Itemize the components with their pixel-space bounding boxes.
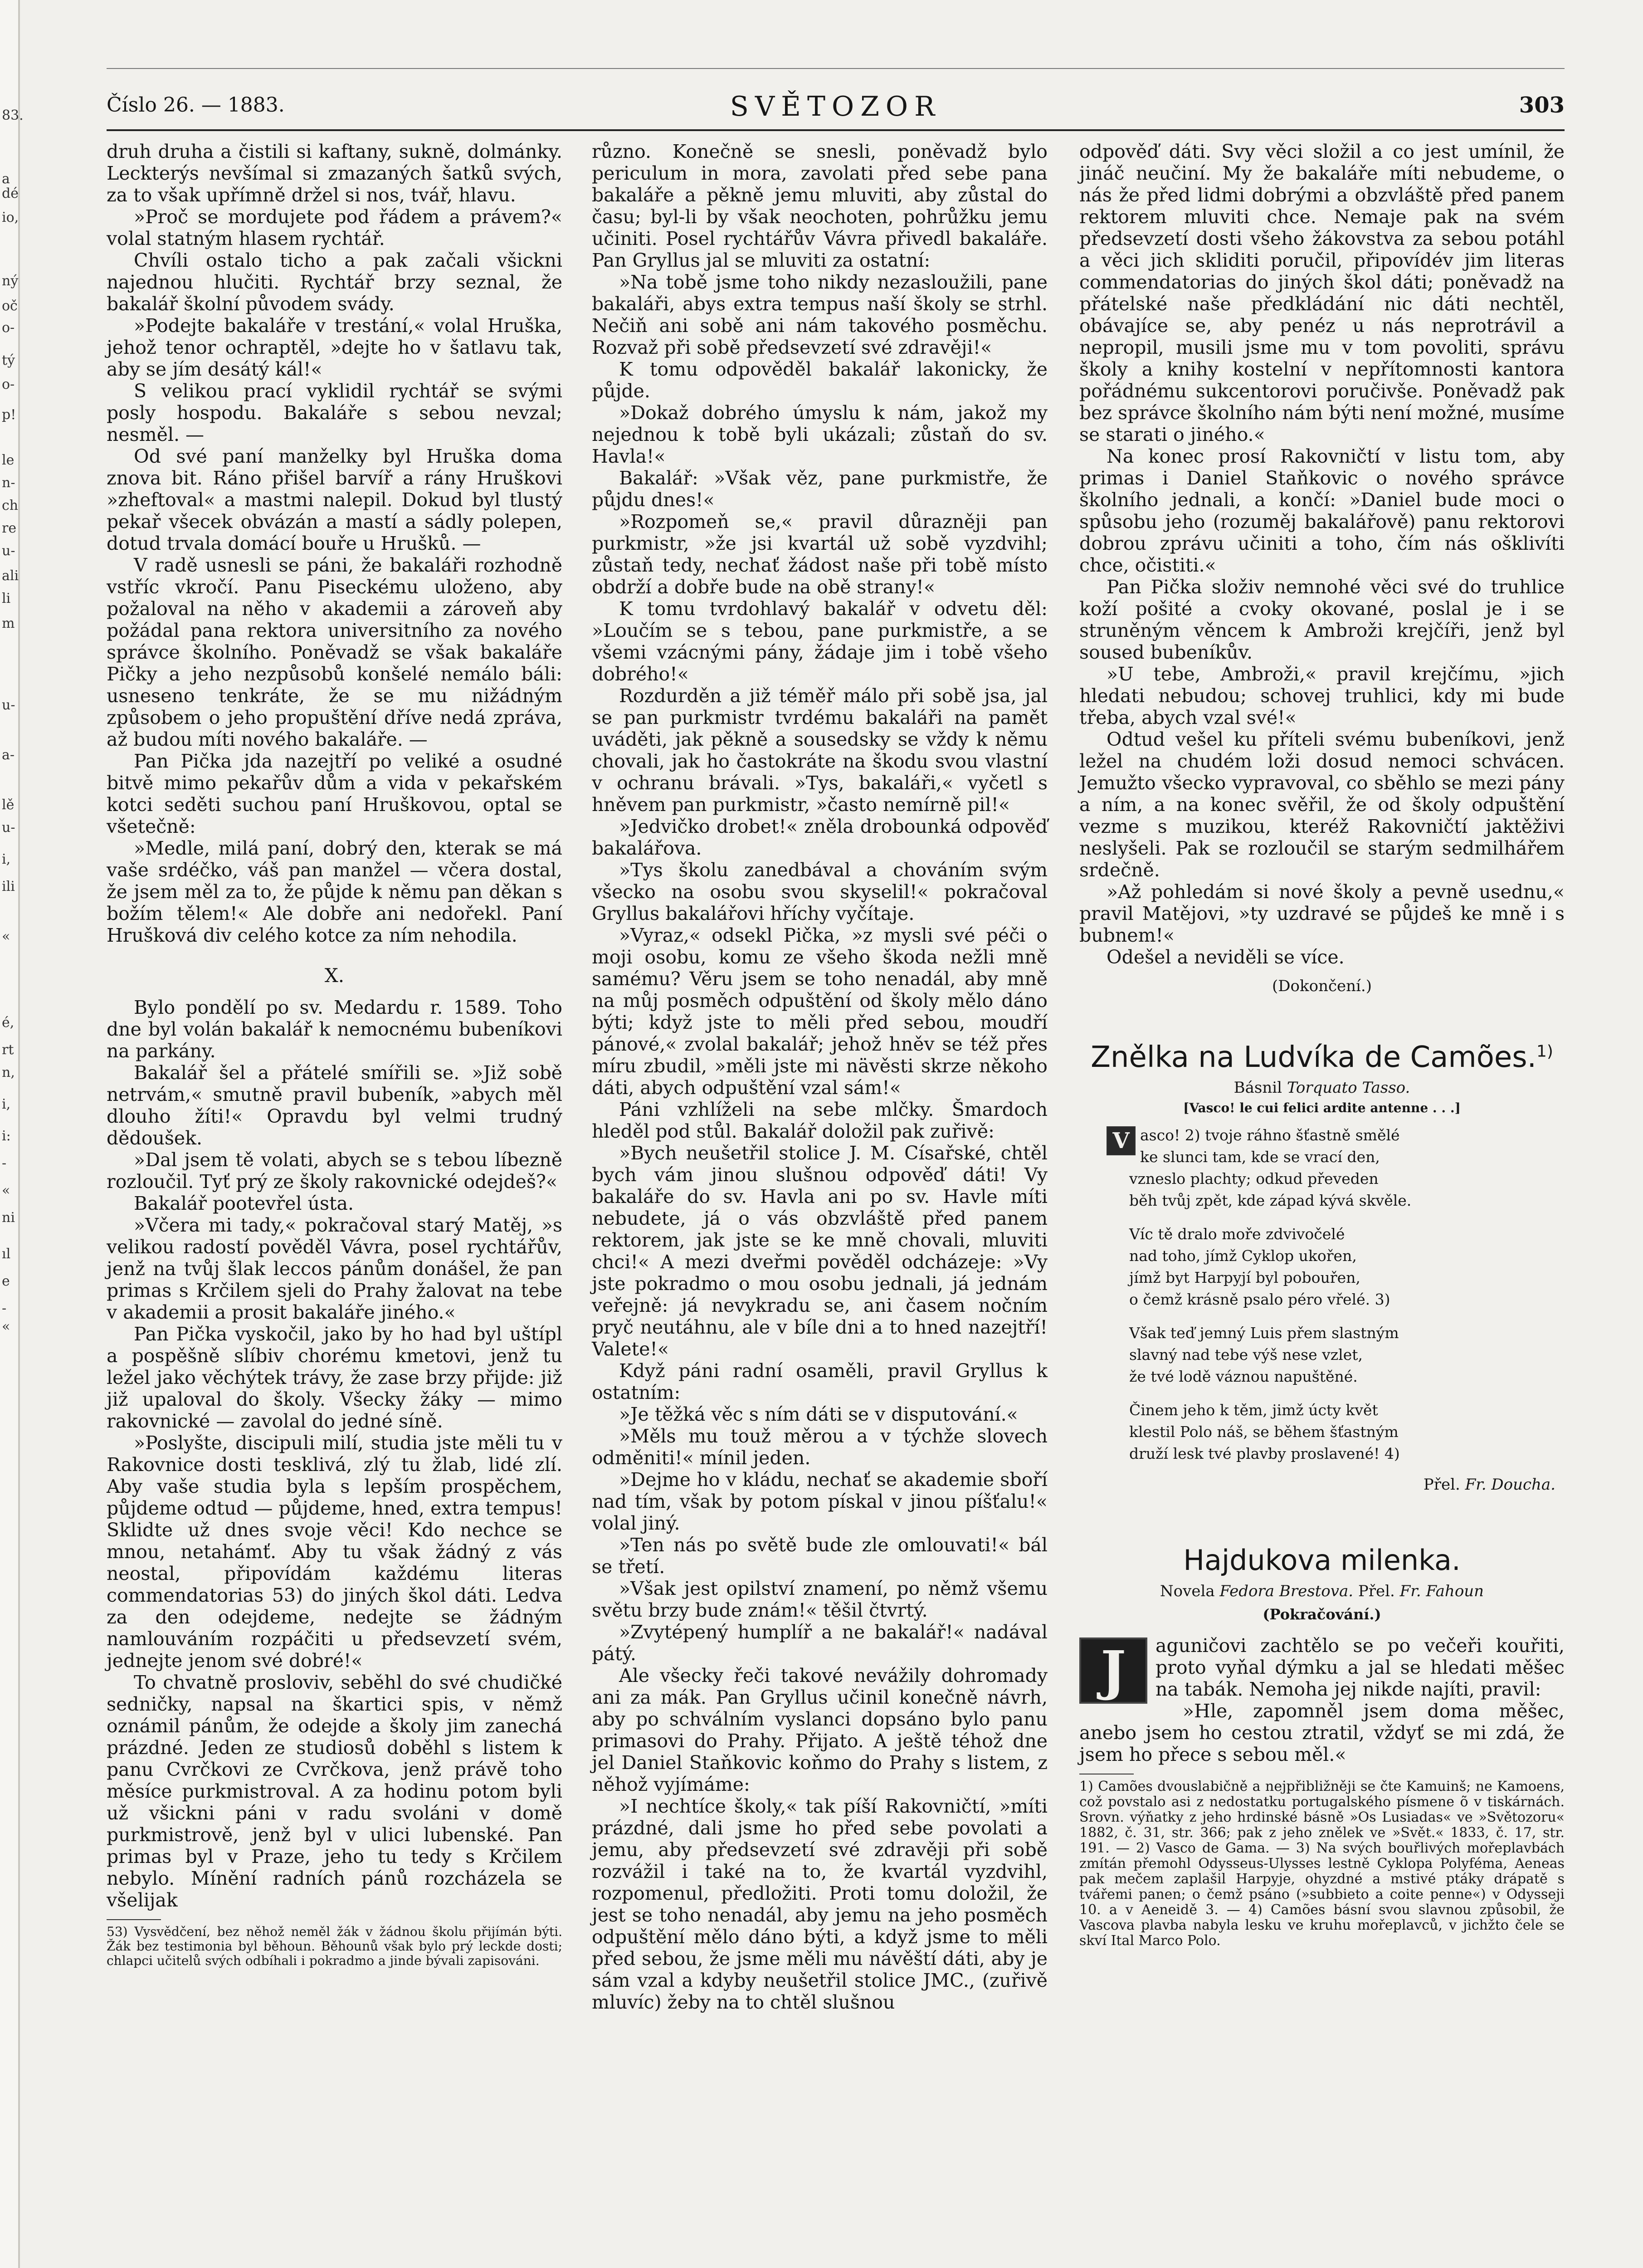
paragraph: Odešel a neviděli se více. — [1107, 946, 1345, 968]
poem-line: o čemž krásně psalo péro vřelé. 3) — [1129, 1290, 1390, 1308]
paragraph: »Až pohledám si nové školy a pevně usednu,« pravil Matějovi, »ty uzdravé se půjdeš ke mně i s bubnem!« — [1079, 881, 1565, 946]
margin-fragment: tý — [2, 352, 15, 368]
paragraph: »Však jest opilství znamení, po němž všemu světu brzy bude znám!« těšil čtvrtý. — [592, 1578, 1048, 1621]
paragraph: »Na tobě jsme toho nikdy nezasloužili, pane bakaláři, abys extra tempus naší školy se strhl. Nečiň ani sobě ani nám takového posměchu. Rozvaž při sobě předsevzetí své zdravěji!« — [592, 271, 1048, 358]
footnote-separator — [107, 1919, 161, 1920]
poem-line: druží lesk tvé plavby proslavené! 4) — [1129, 1445, 1400, 1462]
column-3-footnotes — [1079, 1779, 1565, 1949]
paragraph: »Vyraz,« odsekl Pička, »z mysli své péči o moji osobu, komu ze všeho škoda nežli mně samému? Věru jsem se toho nenadál, aby mně na můj posměch odpuštění od školy mělo dáno býti; když jste to měli před sebou, moudří pánové,« zvolal bakalář; jehož hněv se též přes míru zbudil, »měli jste mi nävěsti skrze někoho dáti, abych odpuštění vzal sám!« — [592, 924, 1048, 1099]
story-byline: Novela Fedora Brestova. Přel. Fr. Fahoun — [1160, 1582, 1484, 1600]
paragraph: Rozdurděn a již téměř málo při sobě jsa, jal se pan purkmistr tvrdému bakaláři na pamět uváděti, jak pěkně a sousedsky se vždy k němu chovali, jak ho častokráte na škodu svou vlastní v ochranu brávali. »Tys, bakaláři,« vyčetl s hněvem pan purkmistr, »často nemírně pil!« — [592, 685, 1048, 816]
margin-fragment: oč — [2, 298, 18, 314]
margin-fragment: i, — [2, 851, 11, 867]
paragraph: Bakalář pootevřel ústa. — [134, 1193, 354, 1214]
paragraph: »Rozpomeň se,« pravil důrazněji pan purkmistr, »že jsi kvartál už sobě vyzdvihl; zůstaň tedy, nechať žádost naše při tobě místo obdrží a dobře bude na obě strany!« — [592, 511, 1048, 598]
poem-body — [1112, 1124, 1565, 1465]
paragraph: K tomu tvrdohlavý bakalář v odvetu děl: »Loučím se s tebou, pane purkmistře, a se všemi vzácnými pány, žádaje jim i tobě všeho dobrého!« — [592, 598, 1048, 685]
poem-line: asco! 2) tvoje ráhno šťastně smělé — [1140, 1126, 1400, 1144]
poem-author: Torquato Tasso. — [1287, 1079, 1410, 1097]
paragraph: »I nechtíce školy,« tak píší Rakovničtí, »míti prázdné, dali jsme ho před sebe povolati a jemu, aby předsevzetí své zdravěji při sobě rozvážil i také na to, že kvartál vyzdvihl, rozpomenul, předložiti. Proti tomu doložil, že jest se toho nenadál, aby jemu na jeho posměch odpuštění mělo dáno býti, a když jsme to měli před sebou, že jsme měli mu návěští dáti, aby je sám vzal a kdyby neušetřil stolice JMC., (zuřivě mluvíc) žeby na to chtěl slušnou — [592, 1795, 1048, 2013]
paragraph: Pan Pička vyskočil, jako by ho had byl uštípl a pospěšně slíbiv chorému kmetovi, jenž tu ležel jako věchýtek trávy, že zase brzy přijde: již již upaloval do školy. Všecky žáky — mimo rakovnické — zavolal do jedné síně. — [107, 1323, 562, 1432]
section-number: X. — [324, 964, 345, 987]
margin-fragment: m — [2, 616, 15, 631]
column-1-text-a — [107, 141, 562, 946]
paragraph: K tomu odpověděl bakalář lakonicky, že půjde. — [592, 358, 1048, 402]
paragraph: »Medle, milá paní, dobrý den, kterak se má vaše srdéčko, váš pan manžel — včera dostal, že jsem měl za to, že půjde k němu pan děkan s božím tělem!« Ale dobře ani nedořekl. Paní Hrušková div celého kotce za ním nehodila. — [107, 837, 562, 946]
stanza-gap — [1129, 1388, 1565, 1399]
paragraph: »Bych neušetřil stolice J. M. Císařské, chtěl bych vám jinou slušnou odpověď dáti! Vy bakaláře do sv. Havla ani po sv. Havle míti nebudete, já o vás obzvláště před panem rektorem, jak jste se ke mně chovali, mluviti chci!« A mezi dveřmi pověděl odcházeje: »Vy jste pokradmo o mou osobu jednali, já jednám veřejně: já nevykradu se, ani časem nočním pryč neutáhnu, ale v bíle dni a to hned nazejtří! Valete!« — [592, 1142, 1048, 1360]
margin-fragment: - — [2, 1300, 7, 1316]
stanza-gap — [1129, 1212, 1565, 1223]
margin-fragment: ıl — [2, 1246, 11, 1262]
poem-line: slavný nad tebe výš nese vzlet, — [1129, 1346, 1363, 1364]
column-1-text-b — [107, 997, 562, 1911]
column-2-text — [592, 141, 1048, 2013]
story-body — [1079, 1635, 1565, 1765]
paragraph: »Dokaž dobrého úmyslu k nám, jakož my nejednou k tobě byli ukázali; zůstaň do sv. Havla!« — [592, 402, 1048, 467]
paragraph: V radě usnesli se páni, že bakaláři rozhodně vstříc vkročí. Panu Piseckému uloženo, aby požaloval na něho v akademii a zároveň aby požádal pana rektora universitního za nového správce školního. Poněvadž se však bakaláře Pičky a jeho nezpůsobů konšelé nemálo báli: usneseno tenkráte, že se mu nižádným způsobem o jeho propuštění dříve nedá zpráva, až budou míti nového bakaláře. — — [107, 554, 562, 750]
paragraph: »Dal jsem tě volati, abych se s tebou líbezně rozloučil. Tyť prý ze školy rakovnické odejdeš?« — [107, 1149, 562, 1193]
margin-fragment: i, — [2, 1096, 11, 1112]
paragraph: »Měls mu touž měrou a v týchže slovech odměniti!« mínil jeden. — [592, 1425, 1048, 1469]
column-3 — [1079, 141, 1565, 1949]
margin-fragment: o- — [2, 376, 15, 392]
paragraph: »Tys školu zanedbával a chováním svým všecko na osobu svou skyselil!« pokračoval Gryllus bakalářovi hříchy vyčítaje. — [592, 859, 1048, 924]
paragraph: aguničovi zachtělo se po večeři kouřiti, proto vyňal dýmku a jal se hledati měšec na tabák. Nemoha jej nikde najíti, pravil: — [1155, 1635, 1565, 1700]
margin-fragment: rt — [2, 1042, 14, 1058]
paragraph: »Proč se mordujete pod řádem a právem?« volal statným hlasem rychtář. — [107, 206, 562, 249]
poem-dropcap: V — [1107, 1126, 1136, 1155]
paragraph: »Dejme ho v kládu, nechať se akademie sboří nad tím, však by potom pískal v jinou píšťalu!« volal jiný. — [592, 1469, 1048, 1534]
issue-label: Číslo 26. — 1883. — [107, 93, 285, 117]
poem-line: běh tvůj zpět, kde západ kývá skvěle. — [1129, 1192, 1412, 1209]
margin-fragment: re — [2, 520, 17, 536]
paragraph: »Jedvičko drobet!« zněla drobounká odpověď bakalářova. — [592, 816, 1048, 859]
margin-fragment: li — [2, 591, 11, 606]
paragraph: druh druha a čistili si kaftany, sukně, dolmánky. Leckterýs nevšímal si zmazaných šatků svých, za to však upřímně držel si nos, tvář, hlavu. — [107, 141, 562, 206]
paragraph: Bakalář: »Však věz, pane purkmistře, že půjdu dnes!« — [592, 467, 1048, 511]
margin-fragment: a- — [2, 747, 15, 763]
paragraph: Páni vzhlíželi na sebe mlčky. Šmardoch hleděl pod stůl. Bakalář doložil pak zuřivě: — [592, 1099, 1048, 1142]
masthead: SVĚTOZOR — [730, 91, 941, 122]
margin-fragment: u- — [2, 820, 15, 836]
story-dropcap: J — [1079, 1637, 1147, 1704]
paragraph: »Hle, zapomněl jsem doma měšec, anebo jsem ho cestou ztratil, vždyť se mi zdá, že jsem ho přece s sebou měl.« — [1079, 1700, 1565, 1765]
paragraph: »Poslyšte, discipuli milí, studia jste měli tu v Rakovnice dosti tesklivá, zlý tu žlab, lidé zlí. Aby vaše studia byla s lepším prospěchem, půjdeme odtud — půjdeme, hned, extra tempus! Sklidte už dnes svoje věci! Kdo nechce se mnou, netahámť. Aby tu však žádný z vás neostal, připovídám každému literas commendatorias 53) do jiných škol dáti. Ledva za den odejdeme, nedejte se žádným namlouváním rozpáčiti u předsevzetí svém, jednejte jenom své dobré!« — [107, 1432, 562, 1672]
paragraph: Odtud vešel ku příteli svému bubeníkovi, jenž ležel na chudém loži dosud nemoci schvácen. Jemužto všecko vypravoval, co sběhlo se mezi pány a ním, a na konec svěřil, že od školy odpuštění vezme s muzikou, kteréž Rakovničtí jaktěživi neslyšeli. Pak se rozloučil se starým sedmilhářem srdečně. — [1079, 728, 1565, 881]
poem-line: jímž byt Harpyjí byl pobouřen, — [1129, 1269, 1360, 1286]
paragraph: Když páni radní osaměli, pravil Gryllus k ostatním: — [592, 1360, 1048, 1403]
poem-line: Činem jeho k těm, jimž úcty květ — [1129, 1401, 1378, 1419]
story-title: Hajdukova milenka. — [1183, 1544, 1461, 1577]
paragraph: Pan Pička jda nazejtří po veliké a osudné bitvě mimo pekařův dům a vida v pekařském kotci seděti suchou paní Hruškovou, optal se všetečně: — [107, 750, 562, 837]
poem-byline: Básnil Torquato Tasso. — [1233, 1079, 1410, 1097]
stanza-gap — [1129, 1310, 1565, 1322]
paragraph: různo. Konečně se snesli, poněvadž bylo periculum in mora, zavolati před sebe pana bakaláře a pěkně jemu mluviti, aby zůstal do času; byl-li by však neochoten, pohrůžku jemu učiniti. Posel rychtářův Vávra přivedl bakaláře. Pan Gryllus jal se mluviti za ostatní: — [592, 141, 1048, 271]
paragraph: Od své paní manželky byl Hruška doma znova bit. Ráno přišel barvíř a rány Hruškovi »zheftoval« a mastmi nalepil. Dokud byl tlustý pekař všecek obvázán a mastí a sádly polepen, dotud trvala domácí bouře u Hrušků. — — [107, 445, 562, 554]
margin-fragment: ali — [2, 568, 19, 584]
poem-line: že tvé lodě váznou napuštěné. — [1129, 1368, 1358, 1385]
paragraph: S velikou prací vyklidil rychtář se svými posly hospodu. Bakaláře s sebou nevzal; nesměl. — — [107, 380, 562, 445]
paragraph: 1) Camões dvouslabičně a nejpřibližněji se čte Kamuinš; ne Kamoens, což povstalo asi z nedostatku portugalského písmene õ v tiskárnách. Srovn. výňatky z jeho hrdinské básně »Os Lusiadas« ve »Světozoru« 1882, č. 31, str. 366; pak z jeho znělek ve »Svět.« 1833, č. 17, str. 191. — 2) Vasco de Gama. — 3) Na svých bouřlivých mořeplavbách zmítán přemohl Odysseus-Ulysses lestně Cyklopa Polyféma, Aeneas pak mečem zaplašil Harpyje, ohyzdné a mstivé ptáky drápatě s tvářemi panen; o čemž psáno (»subbieto a coite penne«) v Odysseji 10. a v Aeneidě 3. — 4) Camões básní svou slavnou způsobil, že Vascova plavba nabyla lesku ve kruhu mořeplavců, v jichžto čele se skví Ital Marco Polo. — [1079, 1779, 1565, 1949]
header-rule — [107, 129, 1565, 131]
paragraph: »Podejte bakaláře v trestání,« volal Hruška, jehož tenor ochraptěl, »dejte ho v šatlavu tak, aby se jím desátý kál!« — [107, 315, 562, 380]
margin-fragment: io, — [2, 210, 19, 225]
margin-fragment: ch — [2, 498, 19, 513]
column-1 — [107, 141, 562, 1968]
poem-line: vzneslo plachty; odkud převeden — [1129, 1170, 1379, 1188]
paragraph: »U tebe, Ambroži,« pravil krejčímu, »jich hledati nebudou; schovej truhlici, kdy mi bude třeba, abych vzal své!« — [1079, 663, 1565, 728]
paragraph: Pan Pička složiv nemnohé věci své do truhlice koží pošité a cvoky okované, poslal je i se struněným věncem k Ambroži krejčíři, jenž byl soused bubeníkův. — [1079, 576, 1565, 663]
column-2 — [592, 141, 1048, 2013]
page-header — [107, 91, 1565, 127]
margin-fragment: 83. — [2, 108, 24, 123]
column-3-text — [1079, 141, 1565, 968]
margin-fragment: - — [2, 1155, 7, 1171]
poem-line: Víc tě dralo moře zdvivočelé — [1129, 1225, 1345, 1243]
adjacent-page-edge — [0, 0, 24, 2268]
margin-fragment: « — [2, 929, 10, 944]
margin-fragment: i: — [2, 1128, 11, 1144]
paragraph: Bylo pondělí po sv. Medardu r. 1589. Toho dne byl volán bakalář k nemocnému bubeníkovi na parkány. — [107, 997, 562, 1062]
paragraph: »Ten nás po světě bude zle omlouvati!« bál se třetí. — [592, 1534, 1048, 1578]
paragraph: Na konec prosí Rakovničtí v listu tom, aby primas i Daniel Staňkovic o nového správce školního jednali, a končí: »Daniel bude moci o spůsobu jeho (rozuměj bakalářově) panu rektorovi dobrou zprávu učiniti a toho, čím nás ošklivíti chce, očistiti.« — [1079, 445, 1565, 576]
paragraph: Chvíli ostalo ticho a pak začali všickni najednou hlučiti. Rychtář brzy seznal, že bakalář školní původem svády. — [107, 249, 562, 315]
margin-fragment: ni — [2, 1210, 15, 1226]
poem-original-incipit: [Vasco! le cui felici ardite antenne . . .] — [1183, 1100, 1461, 1115]
paragraph: »Zvytépený humplíř a ne bakalář!« nadával pátý. — [592, 1621, 1048, 1665]
story-paragraphs — [1079, 1635, 1565, 1765]
paragraph: To chvatně prosloviv, seběhl do své chudičké sedničky, napsal na škartici spis, v němž oznámil pánům, že odejde a školy jim zanechá prázdné. Jeden ze studiosů doběhl s listem k panu Cvrčkovi ze Cvrčkova, jenž právě toho měsíce purkmistroval. A za hodinu potom byli už všickni páni v radu svoláni v domě purkmistrově, jenž byl v ulici lubenské. Pan primas byl v Praze, jeho tu tedy s Krčilem nebylo. Mínění radních pánů rozcházela se všelijak — [107, 1672, 562, 1911]
margin-fragment: dé — [2, 186, 19, 201]
paragraph: odpověď dáti. Svy věci složil a co jest umínil, že jináč neučiní. My že bakaláře míti nebudeme, o nás že před lidmi dobrými a obzvláště před panem rektorem mluviti chce. Nemaje pak na svém předsevzetí dosti všeho žákovstva za sebou potáhl a věci jich skliditi poručil, připovídév jim literas commendatorias do jiných škol dáti; poněvadž na přátelské naše předkládání nic dáti nechtěl, obávajíce se, aby penéz u nás neprotrávil a nepropil, musili jsme mu v tom povoliti, správu školy a knihy kostelní v nepřítomnosti kantora pořádnému sukcentorovi poručivše. Poněvadž pak bez správce školního nám býti není možné, musíme se starati o jiného.« — [1079, 141, 1565, 445]
margin-fragment: n- — [2, 475, 15, 491]
margin-fragment: « — [2, 1183, 10, 1198]
paragraph: »Je těžká věc s ním dáti se v disputování.« — [619, 1403, 1018, 1425]
poem-line: nad toho, jímž Cyklop ukořen, — [1129, 1247, 1357, 1265]
margin-fragment: o- — [2, 320, 15, 336]
margin-fragment: é, — [2, 1015, 15, 1031]
paragraph: Bakalář šel a přátelé smířili se. »Již sobě netrvám,« smutně pravil bubeník, »abych měl dlouho žíti!« Opravdu byl velmi trudný dědoušek. — [107, 1062, 562, 1149]
newspaper-page — [18, 0, 1643, 2268]
margin-fragment: « — [2, 1319, 10, 1334]
poem-lines — [1129, 1124, 1565, 1465]
poem-line: klestil Polo náš, se během šťastným — [1129, 1423, 1399, 1441]
poem-line: Však teď jemný Luis přem slastným — [1129, 1324, 1399, 1342]
poem-title-footnote-ref: 1) — [1536, 1042, 1553, 1061]
margin-fragment: lě — [2, 797, 15, 813]
margin-fragment: le — [2, 452, 15, 468]
poem-translator: Přel. Fr. Doucha. — [1423, 1476, 1555, 1494]
paragraph: »Včera mi tady,« pokračoval starý Matěj, »s velikou radostí pověděl Vávra, posel rychtářův, jenž na tvůj šlak leccos pánům donášel, že pan primas s Krčilem sjeli do Prahy žalovat na tebe v akademii a prosit bakaláře jiného.« — [107, 1214, 562, 1323]
margin-fragment: u- — [2, 543, 15, 559]
poem-line: ke slunci tam, kde se vrací den, — [1140, 1148, 1380, 1166]
page-number: 303 — [1519, 93, 1565, 118]
margin-fragment: a — [2, 171, 10, 187]
margin-fragment: n, — [2, 1065, 15, 1080]
margin-fragment: ný — [2, 273, 19, 289]
margin-fragment: ili — [2, 879, 15, 894]
margin-fragment: p! — [2, 407, 16, 423]
margin-fragment: e — [2, 1273, 10, 1289]
poem-title: Znělka na Ludvíka de Camões.$^{1)}$ — [1091, 1041, 1553, 1074]
paragraph: Ale všecky řeči takové nevážily dohromady ani za mák. Pan Gryllus učinil konečně návrh, aby po schválním vyslanci dopsáno bylo panu primasovi do Prahy. Přijato. A ještě téhož dne jel Daniel Staňkovic koňmo do Prahy s listem, z něhož vyjímáme: — [592, 1665, 1048, 1795]
footnote-53: 53) Vysvědčení, bez něhož neměl žák v žádnou školu přijímán býti. Žák bez testimonia byl běhoun. Běhounů však bylo prý leckde dosti; chlapci učitelů svých odbíhali i pokradmo a jinde bývali zapisováni. — [107, 1924, 562, 1968]
top-hairline — [107, 68, 1565, 69]
story-continued-note: (Pokračování.) — [1263, 1606, 1381, 1623]
margin-fragment: u- — [2, 697, 15, 713]
conclusion-note: (Dokončení.) — [1272, 977, 1372, 995]
